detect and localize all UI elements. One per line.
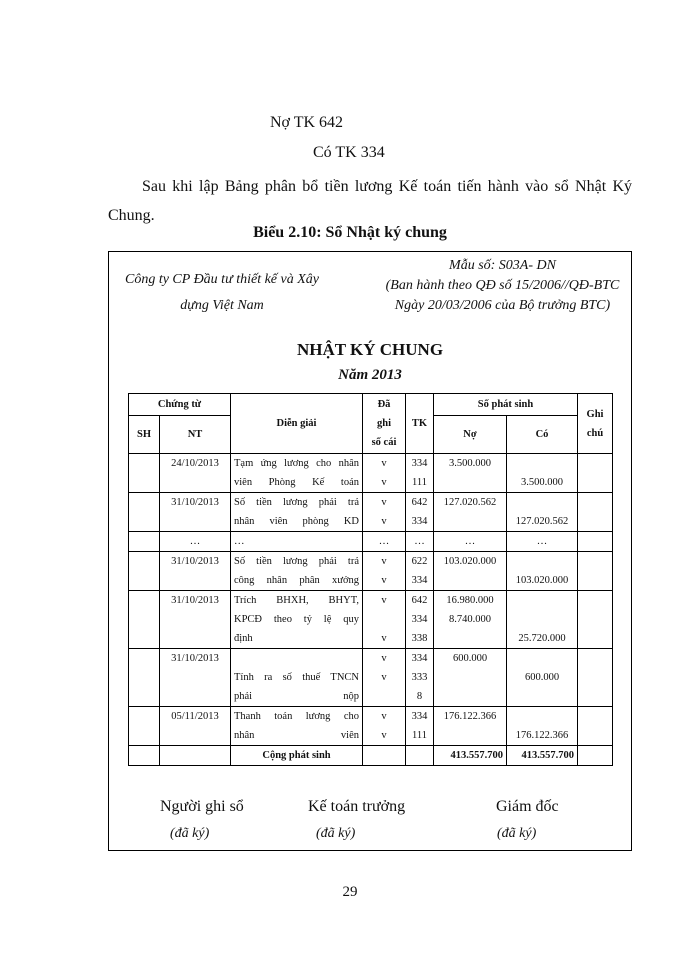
cell-debit-line xyxy=(437,668,503,687)
cell-date: 31/10/2013 xyxy=(160,493,231,532)
cell-sh xyxy=(129,591,160,649)
header-amount: Số phát sinh xyxy=(434,394,578,416)
cell-account-line: 111 xyxy=(412,730,427,741)
table-row xyxy=(129,532,613,552)
cell-posted-line: v xyxy=(381,672,387,683)
journal-year: Năm 2013 xyxy=(338,367,402,383)
table-row xyxy=(129,591,613,649)
cell-note xyxy=(578,649,613,707)
cell-description-line: Trích BHXH, BHYT, xyxy=(234,595,359,606)
cell-credit xyxy=(507,649,578,707)
cell-credit-line: 25.720.000 xyxy=(518,633,566,644)
cell-description xyxy=(231,591,363,649)
header-voucher: Chứng từ xyxy=(129,394,231,416)
total-label: Cộng phát sinh xyxy=(231,746,363,766)
cell-posted xyxy=(363,707,406,746)
cell-credit xyxy=(507,591,578,649)
cell-sh xyxy=(129,649,160,707)
cell-date: 24/10/2013 xyxy=(160,454,231,493)
cell-credit xyxy=(507,552,578,591)
form-template-info xyxy=(380,256,625,316)
total-note xyxy=(578,746,613,766)
cell-description xyxy=(231,552,363,591)
cell-posted xyxy=(363,552,406,591)
cell-account xyxy=(406,532,434,552)
cell-sh xyxy=(129,493,160,532)
header-posted: Đã ghi sổ cái xyxy=(363,394,406,454)
signature-chief-accountant: Kế toán trưởng xyxy=(308,798,406,815)
company-name: Công ty CP Đầu tư thiết kế và Xây dựng Việt Nam xyxy=(124,272,319,313)
cell-account xyxy=(406,591,434,649)
cell-debit xyxy=(434,649,507,707)
cell-note xyxy=(578,532,613,552)
page-number: 29 xyxy=(342,884,358,900)
cell-posted-line: v xyxy=(381,516,387,527)
cell-account-line: 333 xyxy=(411,672,428,683)
cell-credit-line: 127.020.562 xyxy=(515,516,569,527)
table-row xyxy=(129,707,613,746)
table-row xyxy=(129,649,613,707)
cell-debit-line: 16.980.000 xyxy=(446,595,494,606)
decree-date: Ngày 20/03/2006 của Bộ trưởng BTC) xyxy=(394,298,611,313)
figure-caption: Biểu 2.10: Sổ Nhật ký chung xyxy=(253,224,447,241)
cell-credit xyxy=(507,454,578,493)
cell-posted-line: v xyxy=(381,458,387,469)
cell-description-line: … xyxy=(234,536,245,547)
cell-debit-line xyxy=(437,512,503,531)
cell-note xyxy=(578,591,613,649)
cell-debit-line: 127.020.562 xyxy=(443,497,497,508)
cell-account-line: 338 xyxy=(411,633,428,644)
cell-debit-line: 8.740.000 xyxy=(449,614,491,625)
cell-posted xyxy=(363,493,406,532)
total-nt xyxy=(160,746,231,766)
cell-account xyxy=(406,649,434,707)
cell-description-line: định xyxy=(234,633,253,644)
cell-credit-line xyxy=(510,610,574,629)
cell-sh xyxy=(129,707,160,746)
cell-account-line: 642 xyxy=(411,497,428,508)
cell-account xyxy=(406,493,434,532)
cell-debit-line: 3.500.000 xyxy=(449,458,491,469)
template-number: Mẫu số: S03A- DN xyxy=(449,258,556,273)
cell-account-line: 111 xyxy=(412,477,427,488)
cell-posted-line: v xyxy=(381,653,387,664)
cell-posted-line: v xyxy=(381,477,387,488)
header-note: Ghi chú xyxy=(578,394,613,454)
cell-credit-line xyxy=(510,552,574,571)
cell-account xyxy=(406,707,434,746)
cell-posted xyxy=(363,649,406,707)
cell-account-line: 334 xyxy=(411,458,428,469)
cell-credit-line xyxy=(510,707,574,726)
cell-credit-line: 103.020.000 xyxy=(515,575,569,586)
total-account xyxy=(406,746,434,766)
cell-note xyxy=(578,493,613,532)
cell-debit-line: 176.122.366 xyxy=(443,711,497,722)
cell-description-line: viên Phòng Kế toán xyxy=(234,477,359,488)
cell-description xyxy=(231,649,363,707)
signature-recorder: Người ghi sổ xyxy=(160,798,244,815)
cell-note xyxy=(578,707,613,746)
cell-description-line: Tính ra số thuế TNCN xyxy=(234,672,359,683)
cell-note xyxy=(578,454,613,493)
cell-credit xyxy=(507,493,578,532)
cell-credit-line: 176.122.366 xyxy=(515,730,569,741)
journal-title: NHẬT KÝ CHUNG xyxy=(296,340,444,359)
cell-posted-line: v xyxy=(381,575,387,586)
header-debit: Nợ xyxy=(434,416,507,454)
cell-description-line: nhân viên xyxy=(234,730,359,741)
general-journal-table xyxy=(128,393,613,766)
cell-credit-line xyxy=(510,591,574,610)
cell-account-line: 622 xyxy=(411,556,428,567)
cell-account xyxy=(406,454,434,493)
table-row xyxy=(129,454,613,493)
cell-description xyxy=(231,707,363,746)
cell-account-line: … xyxy=(414,536,425,547)
cell-description-line: Số tiền lương phải trả xyxy=(234,556,359,567)
cell-account-line: 334 xyxy=(411,711,428,722)
signed-chief-accountant: (đã ký) xyxy=(316,826,356,841)
cell-description-line: nhân viên phòng KD xyxy=(234,516,359,527)
cell-posted xyxy=(363,591,406,649)
cell-debit-line xyxy=(437,726,503,745)
cell-description xyxy=(231,532,363,552)
cell-description-line xyxy=(234,649,359,668)
cell-account-line: 334 xyxy=(411,614,428,625)
cell-description-line: Thanh toán lương cho xyxy=(234,711,359,722)
cell-date: … xyxy=(160,532,231,552)
cell-credit xyxy=(507,532,578,552)
cell-posted-line: v xyxy=(381,556,387,567)
cell-date: 31/10/2013 xyxy=(160,649,231,707)
cell-posted-line: v xyxy=(381,711,387,722)
cell-account-line: 334 xyxy=(411,653,428,664)
cell-debit-line xyxy=(437,629,503,648)
signed-director: (đã ký) xyxy=(497,826,537,841)
intro-paragraph: Sau khi lập Bảng phân bổ tiền lương Kế toán tiến hành vào sổ Nhật Ký Chung. xyxy=(108,178,632,224)
total-posted xyxy=(363,746,406,766)
cell-debit xyxy=(434,552,507,591)
header-account: TK xyxy=(406,394,434,454)
cell-posted-line: v xyxy=(381,497,387,508)
header-description: Diễn giải xyxy=(231,394,363,454)
cell-credit-line xyxy=(510,649,574,668)
cell-account-line: 8 xyxy=(416,691,423,702)
total-debit: 413.557.700 xyxy=(434,746,507,766)
cell-posted-line: … xyxy=(378,536,390,547)
cell-debit-line xyxy=(437,571,503,590)
cell-posted-line xyxy=(366,610,402,629)
debit-entry-line: Nợ TK 642 xyxy=(270,114,344,131)
cell-debit-line: 600.000 xyxy=(452,653,488,664)
cell-note xyxy=(578,552,613,591)
cell-sh xyxy=(129,454,160,493)
cell-account xyxy=(406,552,434,591)
cell-posted xyxy=(363,454,406,493)
cell-debit xyxy=(434,532,507,552)
total-credit: 413.557.700 xyxy=(507,746,578,766)
cell-description-line: KPCĐ theo tỷ lệ quy xyxy=(234,614,359,625)
cell-debit-line: 103.020.000 xyxy=(443,556,497,567)
cell-date: 31/10/2013 xyxy=(160,591,231,649)
cell-description-line: công nhân phân xưởng xyxy=(234,575,359,586)
signature-director: Giám đốc xyxy=(496,798,559,815)
cell-sh xyxy=(129,532,160,552)
signed-recorder: (đã ký) xyxy=(170,826,210,841)
cell-date: 05/11/2013 xyxy=(160,707,231,746)
cell-debit xyxy=(434,493,507,532)
header-credit: Có xyxy=(507,416,578,454)
header-nt: NT xyxy=(160,416,231,454)
cell-posted-line: v xyxy=(381,633,387,644)
cell-credit-line: … xyxy=(536,536,548,547)
cell-debit xyxy=(434,591,507,649)
credit-entry-line: Có TK 334 xyxy=(313,144,385,161)
decree-reference: (Ban hành theo QĐ số 15/2006//QĐ-BTC xyxy=(385,278,620,293)
cell-debit xyxy=(434,454,507,493)
cell-posted xyxy=(363,532,406,552)
table-row xyxy=(129,493,613,532)
cell-posted-line xyxy=(366,687,402,706)
cell-credit-line xyxy=(510,454,574,473)
cell-description xyxy=(231,454,363,493)
cell-account-line: 642 xyxy=(411,595,428,606)
cell-debit-line xyxy=(437,473,503,492)
cell-credit-line xyxy=(510,493,574,512)
total-sh xyxy=(129,746,160,766)
cell-debit-line: … xyxy=(464,536,476,547)
cell-posted-line: v xyxy=(381,730,387,741)
cell-sh xyxy=(129,552,160,591)
cell-account-line: 334 xyxy=(411,575,428,586)
header-sh: SH xyxy=(129,416,160,454)
cell-credit-line: 3.500.000 xyxy=(521,477,563,488)
cell-credit-line: 600.000 xyxy=(524,672,560,683)
cell-posted-line: v xyxy=(381,595,387,606)
cell-description-line: phải nộp xyxy=(234,691,359,702)
cell-description-line: Tạm ứng lương cho nhân xyxy=(234,458,359,469)
cell-credit-line xyxy=(510,687,574,706)
cell-credit xyxy=(507,707,578,746)
table-row xyxy=(129,552,613,591)
cell-description-line: Số tiền lương phải trả xyxy=(234,497,359,508)
cell-description xyxy=(231,493,363,532)
cell-account-line: 334 xyxy=(411,516,428,527)
cell-date: 31/10/2013 xyxy=(160,552,231,591)
cell-debit xyxy=(434,707,507,746)
cell-debit-line xyxy=(437,687,503,706)
